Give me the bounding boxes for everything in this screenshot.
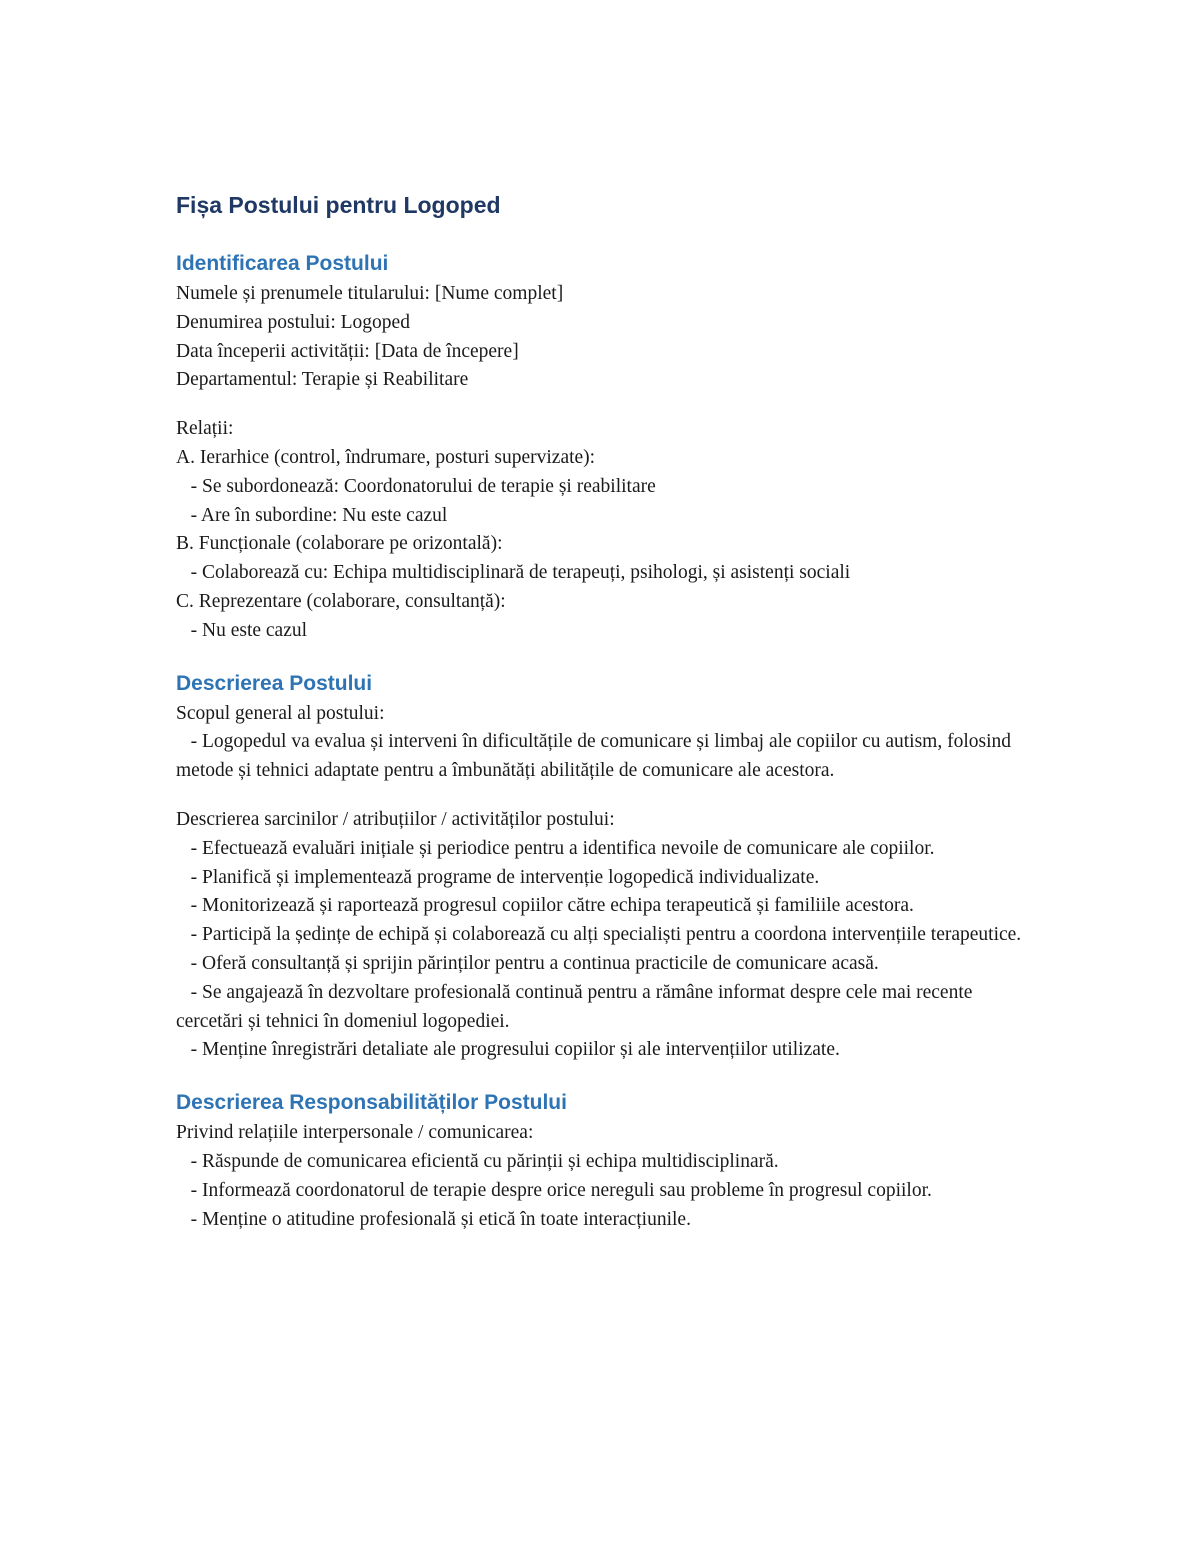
- sarcina-item: - Monitorizează și raportează progresul copiilor către echipa terapeutică și familiile acestora.: [176, 895, 914, 917]
- section-heading-descriere: Descrierea Postului: [176, 671, 373, 695]
- relatii-label: Relații:: [176, 418, 234, 440]
- sarcina-item: - Se angajează în dezvoltare profesională continuă pentru a rămâne informat despre cele mai recente cercetări și tehnici în domeniul logopediei.: [176, 981, 978, 1032]
- relatii-line: - Nu este cazul: [176, 619, 308, 641]
- spacer: [176, 786, 1036, 806]
- responsabilitate-item: - Menține o atitudine profesională și etică în toate interacțiunile.: [176, 1208, 691, 1230]
- relatii-line: B. Funcționale (colaborare pe orizontală):: [176, 533, 503, 555]
- responsabilitati-label: Privind relațiile interpersonale / comunicarea:: [176, 1122, 534, 1144]
- identificare-line: Departamentul: Terapie și Reabilitare: [176, 369, 469, 391]
- relatii-line: - Se subordonează: Coordonatorului de terapie și reabilitare: [176, 475, 656, 497]
- relatii-line: - Colaborează cu: Echipa multidisciplinară de terapeuți, psihologi, și asistenți sociali: [176, 562, 851, 584]
- sarcina-item: - Efectuează evaluări inițiale și periodice pentru a identifica nevoile de comunicare ale copiilor.: [176, 837, 935, 859]
- sarcina-item: - Participă la ședințe de echipă și colaborează cu alți specialiști pentru a coordona intervențiile terapeutice.: [176, 924, 1022, 946]
- identificare-line: Data începerii activității: [Data de începere]: [176, 340, 519, 362]
- scop-label: Scopul general al postului:: [176, 702, 385, 724]
- document-page: [176, 188, 1036, 1234]
- sarcina-item: - Oferă consultanță și sprijin părinților pentru a continua practicile de comunicare acasă.: [176, 952, 879, 974]
- sarcina-item: - Menține înregistrări detaliate ale progresului copiilor și ale intervențiilor utilizate.: [176, 1039, 840, 1061]
- identificare-line: Numele și prenumele titularului: [Nume complet]: [176, 283, 564, 304]
- relatii-line: - Are în subordine: Nu este cazul: [176, 504, 448, 526]
- section-heading-responsabilitati: Descrierea Responsabilităților Postului: [176, 1091, 567, 1115]
- spacer: [176, 1065, 1036, 1087]
- sarcini-label: Descrierea sarcinilor / atribuțiilor / activităților postului:: [176, 808, 615, 830]
- spacer: [176, 395, 1036, 415]
- identificare-line: Denumirea postului: Logoped: [176, 311, 410, 333]
- relatii-line: C. Reprezentare (colaborare, consultanță):: [176, 590, 506, 612]
- scop-text: - Logopedul va evalua și interveni în dificultățile de comunicare și limbaj ale copiilor cu autism, folosind metode și tehnici adaptate pentru a îmbunătăți abilitățile de comunicare ale acestora.: [176, 731, 1016, 782]
- responsabilitate-item: - Informează coordonatorul de terapie despre orice nereguli sau probleme în progresul copiilor.: [176, 1179, 932, 1201]
- relatii-line: A. Ierarhice (control, îndrumare, posturi supervizate):: [176, 446, 596, 468]
- spacer: [176, 646, 1036, 668]
- section-heading-identificare: Identificarea Postului: [176, 252, 389, 275]
- document-title: Fișa Postului pentru Logoped: [176, 192, 501, 218]
- responsabilitate-item: - Răspunde de comunicarea eficientă cu părinții și echipa multidisciplinară.: [176, 1150, 779, 1172]
- sarcina-item: - Planifică și implementează programe de intervenție logopedică individualizate.: [176, 866, 820, 888]
